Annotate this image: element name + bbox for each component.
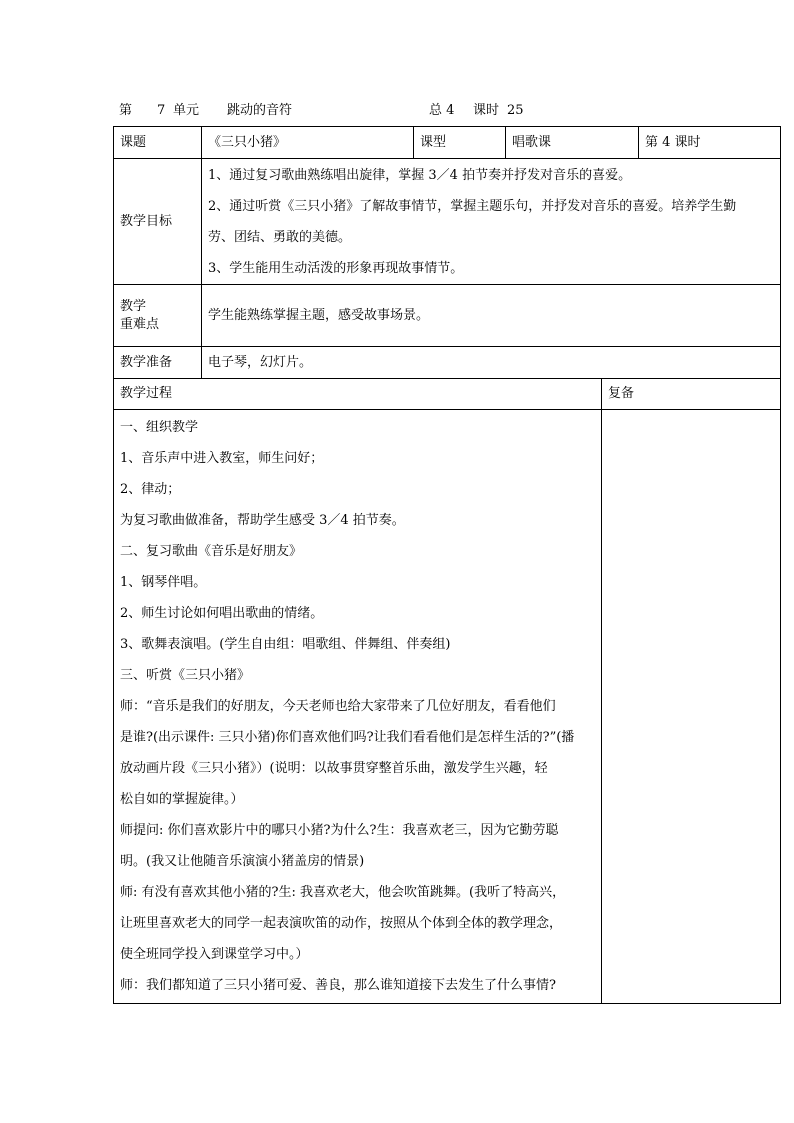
process-line: 三、听赏《三只小猪》 <box>120 668 251 683</box>
title-value: 《三只小猪》 <box>202 127 414 159</box>
lesson-label: 课时 <box>473 103 500 118</box>
total-label: 总 4 <box>429 103 455 118</box>
process-content <box>114 410 602 1004</box>
unit-suffix: 单元 <box>173 103 200 118</box>
process-line: 1、音乐声中进入教室，师生问好； <box>120 451 324 466</box>
process-line: 使全班同学投入到课堂学习中。） <box>120 947 309 962</box>
unit-prefix: 第 <box>119 103 133 118</box>
key-points-row <box>114 285 781 347</box>
process-line: 明。(我又让他随音乐演演小猪盖房的情景) <box>120 854 365 869</box>
objectives-content <box>202 159 781 285</box>
key-points-value: 学生能熟练掌握主题，感受故事场景。 <box>202 285 781 347</box>
process-line: 是谁?(出示课件: 三只小猪)你们喜欢他们吗?让我们看看他们是怎样生活的?”(播 <box>120 730 575 745</box>
process-header-row <box>114 379 781 410</box>
notes-header-label: 复备 <box>602 379 781 410</box>
process-line: 让班里喜欢老大的同学一起表演吹笛的动作，按照从个体到全体的教学理念， <box>120 916 563 931</box>
preparation-row <box>114 347 781 379</box>
key-points-label-line2: 重难点 <box>120 316 160 332</box>
process-line: 师提问: 你们喜欢影片中的哪只小猪?为什么?生：我喜欢老三，因为它勤劳聪 <box>120 823 559 838</box>
process-body-row <box>114 410 781 1004</box>
process-header-label: 教学过程 <box>114 379 602 410</box>
process-line: 师：我们都知道了三只小猪可爱、善良，那么谁知道接下去发生了什么事情? <box>120 978 556 993</box>
process-line: 3、歌舞表演唱。(学生自由组：唱歌组、伴舞组、伴奏组) <box>120 637 451 652</box>
notes-content <box>602 410 781 1004</box>
type-value: 唱歌课 <box>506 127 639 159</box>
title-row <box>114 127 781 159</box>
objective-line: 2、通过听赏《三只小猪》了解故事情节，掌握主题乐句，并抒发对音乐的喜爱。培养学生勤 <box>208 198 737 214</box>
lesson-plan-table <box>113 126 781 1004</box>
process-line: 1、钢琴伴唱。 <box>120 575 207 590</box>
objectives-label: 教学目标 <box>114 159 202 285</box>
process-line: 二、复习歌曲《音乐是好朋友》 <box>120 544 303 559</box>
page-header <box>119 102 779 122</box>
process-line: 一、组织教学 <box>120 420 199 435</box>
objective-line: 1、通过复习歌曲熟练唱出旋律，掌握 3／4 拍节奏并抒发对音乐的喜爱。 <box>208 167 632 183</box>
process-line: 2、师生讨论如何唱出歌曲的情绪。 <box>120 606 324 621</box>
period-value: 第 4 课时 <box>639 127 781 159</box>
lesson-number: 25 <box>507 103 524 118</box>
title-label: 课题 <box>114 127 202 159</box>
unit-title: 跳动的音符 <box>227 103 293 118</box>
objective-line: 3、学生能用生动活泼的形象再现故事情节。 <box>208 260 464 276</box>
process-line: 师: 有没有喜欢其他小猪的?生: 我喜欢老大，他会吹笛跳舞。(我听了特高兴， <box>120 885 566 900</box>
type-label: 课型 <box>414 127 506 159</box>
objective-line: 劳、团结、勇敢的美德。 <box>208 229 352 245</box>
objectives-row <box>114 159 781 285</box>
process-line: 松自如的掌握旋律。） <box>120 792 244 807</box>
unit-number: 7 <box>157 103 166 118</box>
process-line: 为复习歌曲做准备，帮助学生感受 3／4 拍节奏。 <box>120 513 405 528</box>
preparation-value: 电子琴，幻灯片。 <box>202 347 781 379</box>
process-line: 2、律动； <box>120 482 181 497</box>
preparation-label: 教学准备 <box>114 347 202 379</box>
process-line: 师：“音乐是我们的好朋友，今天老师也给大家带来了几位好朋友，看看他们 <box>120 699 556 714</box>
process-line: 放动画片段《三只小猪》）(说明：以故事贯穿整首乐曲，激发学生兴趣，轻 <box>120 761 548 776</box>
key-points-label-line1: 教学 <box>120 298 147 314</box>
key-points-label <box>114 285 202 347</box>
